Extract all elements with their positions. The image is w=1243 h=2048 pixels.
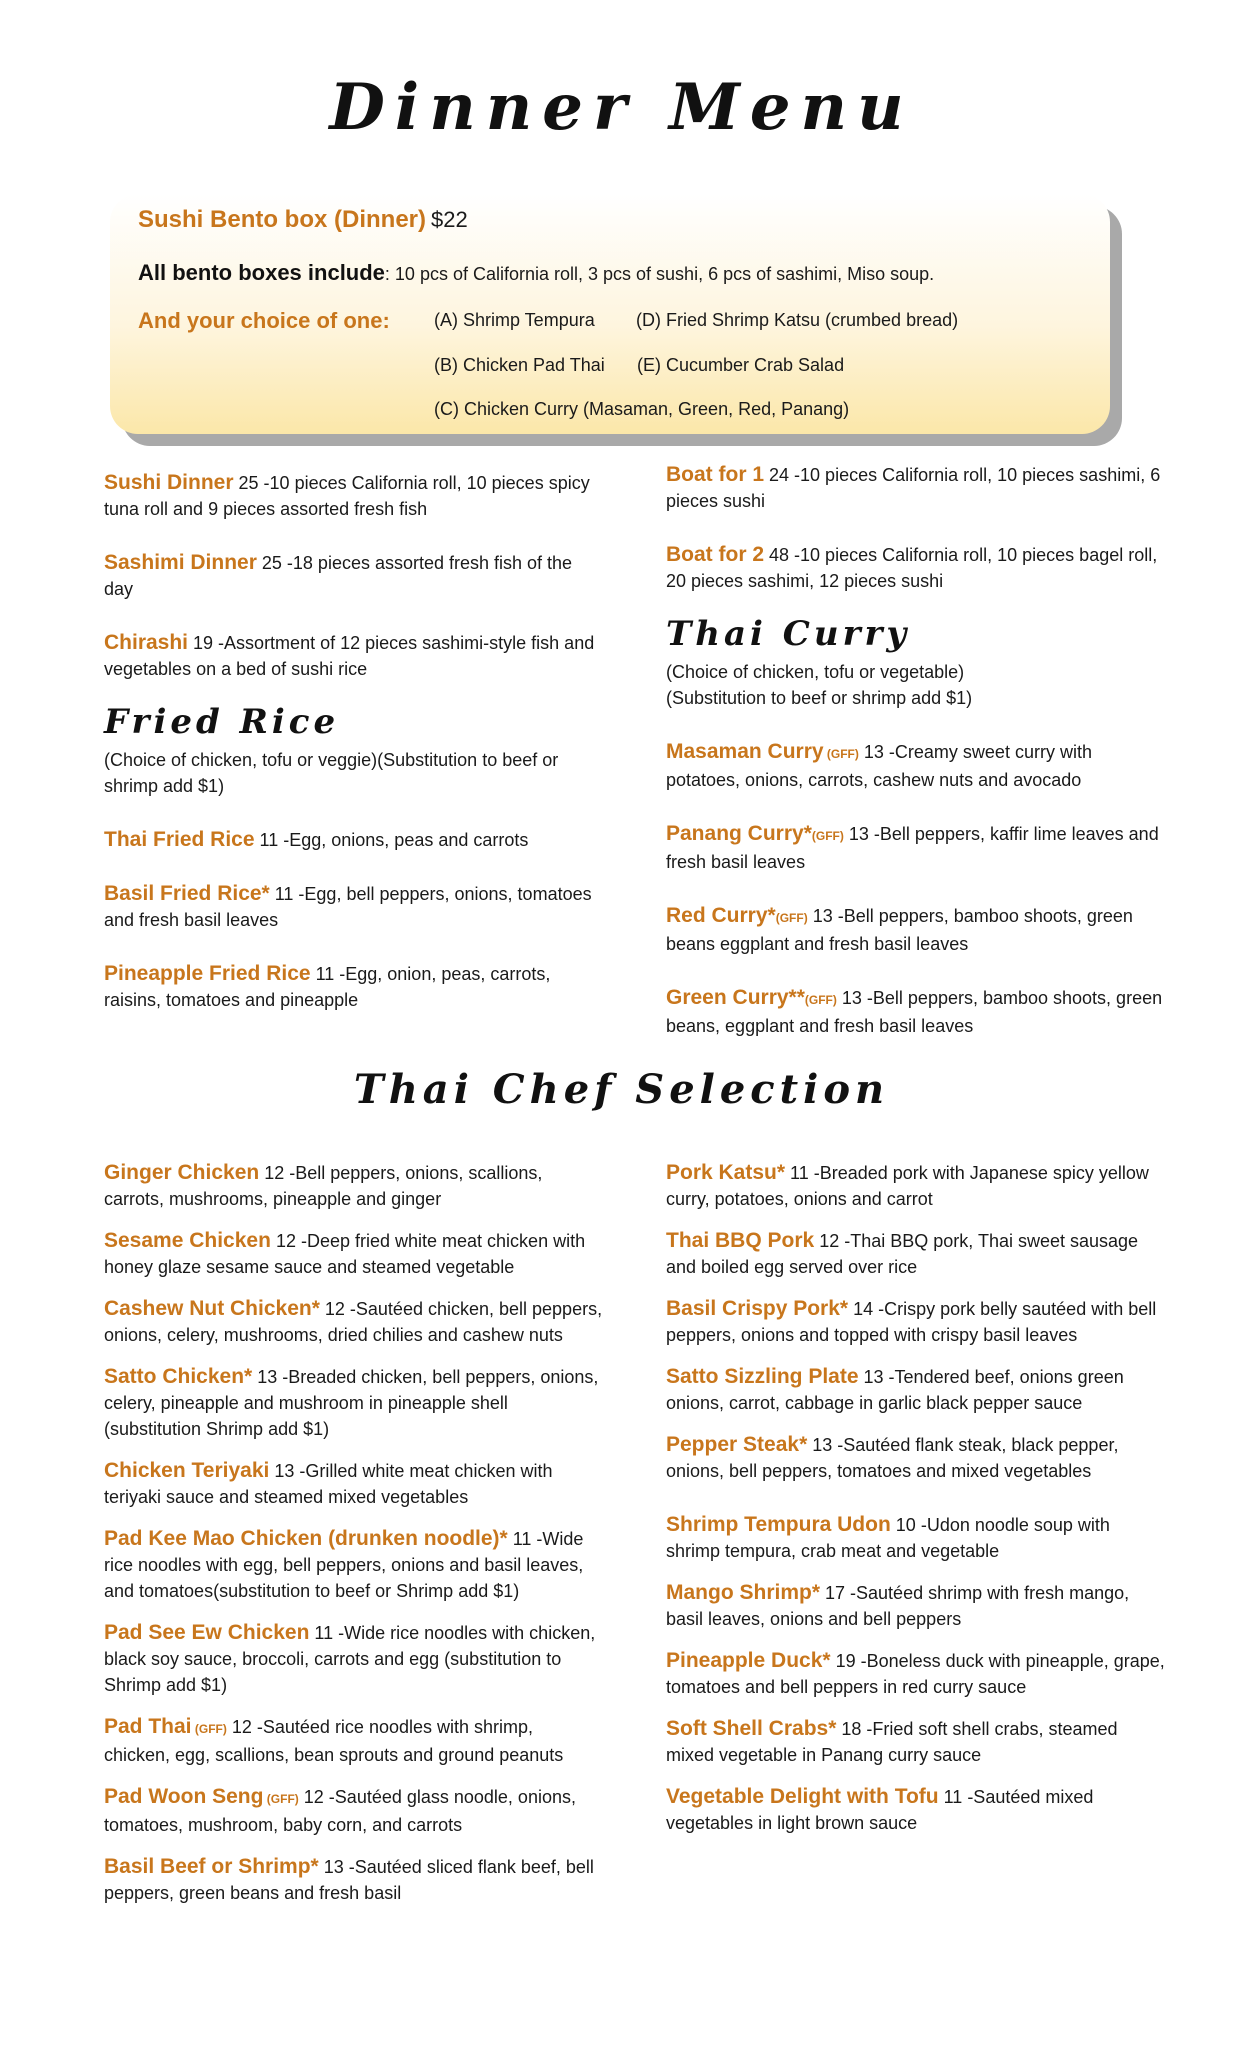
bento-option: (D) Fried Shrimp Katsu (crumbed bread) [636,310,959,330]
menu-item [666,985,1166,1039]
bento-choice [138,308,390,334]
item-desc: 19 -Assortment of 12 pieces sashimi-style fish and vegetables on a bed of sushi rice [104,633,595,679]
item-name: Boat for 1 [666,463,765,486]
item-name: Chicken Teriyaki [104,1459,270,1482]
item-name: Satto Sizzling Plate [666,1365,859,1388]
item-name: Pork Katsu* [666,1161,786,1184]
item-desc: 12 -Deep fried white meat chicken with honey glaze sesame sauce and steamed vegetable [104,1231,586,1277]
left-column-top [104,470,604,1041]
menu-item [666,542,1166,594]
menu-item [104,1854,604,1906]
menu-item [104,1714,604,1768]
page-title: Dinner Menu [329,70,914,145]
menu-item [666,903,1166,957]
item-name: Panang Curry* [666,822,812,846]
item-desc: 48 -10 pieces California roll, 10 pieces bagel roll, 20 pieces sashimi, 12 pieces sushi [666,545,1158,591]
item-name: Vegetable Delight with Tofu [666,1785,939,1808]
item-desc: 25 -18 pieces assorted fresh fish of the day [104,553,573,599]
item-name: Satto Chicken* [104,1365,253,1388]
item-name: Basil Beef or Shrimp* [104,1855,319,1878]
chef-left-column [104,1160,604,1922]
item-name: Ginger Chicken [104,1161,260,1184]
item-desc: 12 -Sautéed glass noodle, onions, tomatoes, mushroom, baby corn, and carrots [104,1787,576,1835]
item-name: Red Curry* [666,904,776,928]
item-name: Pineapple Duck* [666,1649,831,1672]
section-title-thai-curry: Thai Curry [666,614,911,654]
bento-choice-label: And your choice of one: [138,308,390,333]
item-name: Sesame Chicken [104,1229,271,1252]
item-desc: 13 -Sautéed flank steak, black pepper, onions, bell peppers, tomatoes and mixed vegetables [666,1435,1119,1481]
item-desc: 13 -Sautéed sliced flank beef, bell peppers, green beans and fresh basil [104,1857,594,1903]
menu-item [666,1228,1166,1280]
menu-item [104,1784,604,1838]
item-name: Thai BBQ Pork [666,1229,815,1252]
menu-item [666,1160,1166,1212]
item-desc: 24 -10 pieces California roll, 10 pieces sashimi, 6 pieces sushi [666,465,1161,511]
item-desc: 13 -Bell peppers, kaffir lime leaves and fresh basil leaves [666,824,1159,873]
menu-item [104,1296,604,1348]
item-name: Sashimi Dinner [104,551,257,574]
item-name: Pad See Ew Chicken [104,1621,310,1644]
menu-item [666,462,1166,514]
gff-tag: (GFF) [263,1792,299,1806]
item-name: Cashew Nut Chicken* [104,1297,320,1320]
menu-item [104,1458,604,1510]
gff-tag: (GFF) [811,829,844,844]
item-name: Soft Shell Crabs* [666,1717,837,1740]
menu-item [666,1648,1166,1700]
menu-item [104,550,604,602]
item-name: Sushi Dinner [104,471,234,494]
item-desc: 11 -Egg, bell peppers, onions, tomatoes and fresh basil leaves [104,884,592,931]
menu-item [666,739,1166,793]
item-name: Basil Crispy Pork* [666,1297,849,1320]
section-note: (Choice of chicken, tofu or veggie)(Substitution to beef or shrimp add $1) [104,750,559,797]
item-name: Pad Woon Seng [104,1785,264,1808]
item-desc: 11 -Wide rice noodles with chicken, black soy sauce, broccoli, carrots and egg (substitution to Shrimp add $1) [104,1623,596,1695]
bento-includes-text: : 10 pcs of California roll, 3 pcs of sushi, 6 pcs of sashimi, Miso soup. [384,264,935,284]
item-desc: 13 -Tendered beef, onions green onions, carrot, cabbage in garlic black pepper sauce [666,1367,1124,1413]
item-desc: 12 -Sautéed rice noodles with shrimp, chicken, egg, scallions, bean sprouts and ground peanuts [104,1717,564,1765]
item-name: Green Curry** [666,986,805,1010]
menu-item [104,881,604,933]
item-name: Pineapple Fried Rice [104,962,311,986]
item-desc: 10 -Udon noodle soup with shrimp tempura, crab meat and vegetable [666,1515,1110,1561]
menu-item [104,1620,604,1698]
bento-title: Sushi Bento box (Dinner) [138,206,426,233]
gff-tag: (GFF) [191,1722,227,1736]
item-name: Mango Shrimp* [666,1581,821,1604]
section-title-fried-rice: Fried Rice [104,702,340,742]
item-desc: 12 -Thai BBQ pork, Thai sweet sausage and boiled egg served over rice [666,1231,1139,1277]
item-desc: 11 -Wide rice noodles with egg, bell peppers, onions and basil leaves, and tomatoes(substitution to beef or Shrimp add $1) [104,1529,584,1601]
menu-item [666,1432,1166,1484]
item-desc: 13 -Breaded chicken, bell peppers, onions, celery, pineapple and mushroom in pineapple shell (substitution Shrimp add $1) [104,1367,599,1439]
menu-item [666,1296,1166,1348]
item-name: Pepper Steak* [666,1433,808,1456]
menu-item [104,630,604,682]
bento-price: $22 [431,207,468,232]
item-desc: 11 -Egg, onion, peas, carrots, raisins, tomatoes and pineapple [104,964,551,1011]
bento-option: (A) Shrimp Tempura [434,310,595,330]
bento-option: (E) Cucumber Crab Salad [637,355,845,375]
item-name: Pad Thai [104,1715,192,1738]
gff-tag: (GFF) [775,911,808,926]
bento-option: (B) Chicken Pad Thai [434,355,605,375]
menu-item [104,827,604,853]
menu-item [666,821,1166,875]
item-desc: 19 -Boneless duck with pineapple, grape, tomatoes and bell peppers in red curry sauce [666,1651,1165,1697]
item-name: Basil Fried Rice* [104,882,270,906]
bento-option: (C) Chicken Curry (Masaman, Green, Red, Panang) [434,399,850,419]
item-name: Thai Fried Rice [104,828,255,852]
right-column-top [666,462,1166,1067]
item-desc: 12 -Bell peppers, onions, scallions, carrots, mushrooms, pineapple and ginger [104,1163,543,1209]
item-name: Chirashi [104,631,189,654]
item-desc: 13 -Bell peppers, bamboo shoots, green beans, eggplant and fresh basil leaves [666,988,1163,1037]
item-desc: 17 -Sautéed shrimp with fresh mango, basil leaves, onions and bell peppers [666,1583,1130,1629]
item-desc: 13 -Creamy sweet curry with potatoes, onions, carrots, cashew nuts and avocado [666,742,1092,791]
menu-item [666,1364,1166,1416]
item-name: Masaman Curry [666,740,824,764]
menu-item [666,1716,1166,1768]
menu-item [104,470,604,522]
menu-item [104,1364,604,1442]
gff-tag: (GFF) [823,747,859,762]
item-desc: 13 -Grilled white meat chicken with teriyaki sauce and steamed mixed vegetables [104,1461,553,1507]
menu-item [666,1580,1166,1632]
menu-item [104,961,604,1013]
item-name: Shrimp Tempura Udon [666,1513,891,1536]
menu-item [104,1228,604,1280]
menu-item [666,1512,1166,1564]
menu-item [104,1160,604,1212]
bento-includes [138,260,934,286]
menu-item [666,1784,1166,1836]
bento-includes-label: All bento boxes include [138,260,385,285]
item-desc: 18 -Fried soft shell crabs, steamed mixed vegetable in Panang curry sauce [666,1719,1118,1765]
chef-right-column [666,1160,1166,1852]
item-desc: 25 -10 pieces California roll, 10 pieces spicy tuna roll and 9 pieces assorted fresh fish [104,473,590,519]
item-name: Pad Kee Mao Chicken (drunken noodle)* [104,1527,508,1550]
item-desc: 11 -Breaded pork with Japanese spicy yellow curry, potatoes, onions and carrot [666,1163,1149,1209]
item-desc: 13 -Bell peppers, bamboo shoots, green beans eggplant and fresh basil leaves [666,906,1133,955]
bento-box [110,194,1110,434]
section-title-chef-selection: Thai Chef Selection [353,1066,890,1113]
section-note: (Substitution to beef or shrimp add $1) [666,688,973,709]
item-desc: 12 -Sautéed chicken, bell peppers, onions, celery, mushrooms, dried chilies and cashew nuts [104,1299,603,1345]
section-note: (Choice of chicken, tofu or vegetable) [666,662,965,683]
item-desc: 14 -Crispy pork belly sautéed with bell peppers, onions and topped with crispy basil leaves [666,1299,1157,1345]
gff-tag: (GFF) [804,993,837,1008]
item-desc: 11 -Egg, onions, peas and carrots [254,830,529,851]
bento-heading [138,206,468,234]
item-desc: 11 -Sautéed mixed vegetables in light brown sauce [666,1787,1094,1833]
item-name: Boat for 2 [666,543,765,566]
menu-item [104,1526,604,1604]
